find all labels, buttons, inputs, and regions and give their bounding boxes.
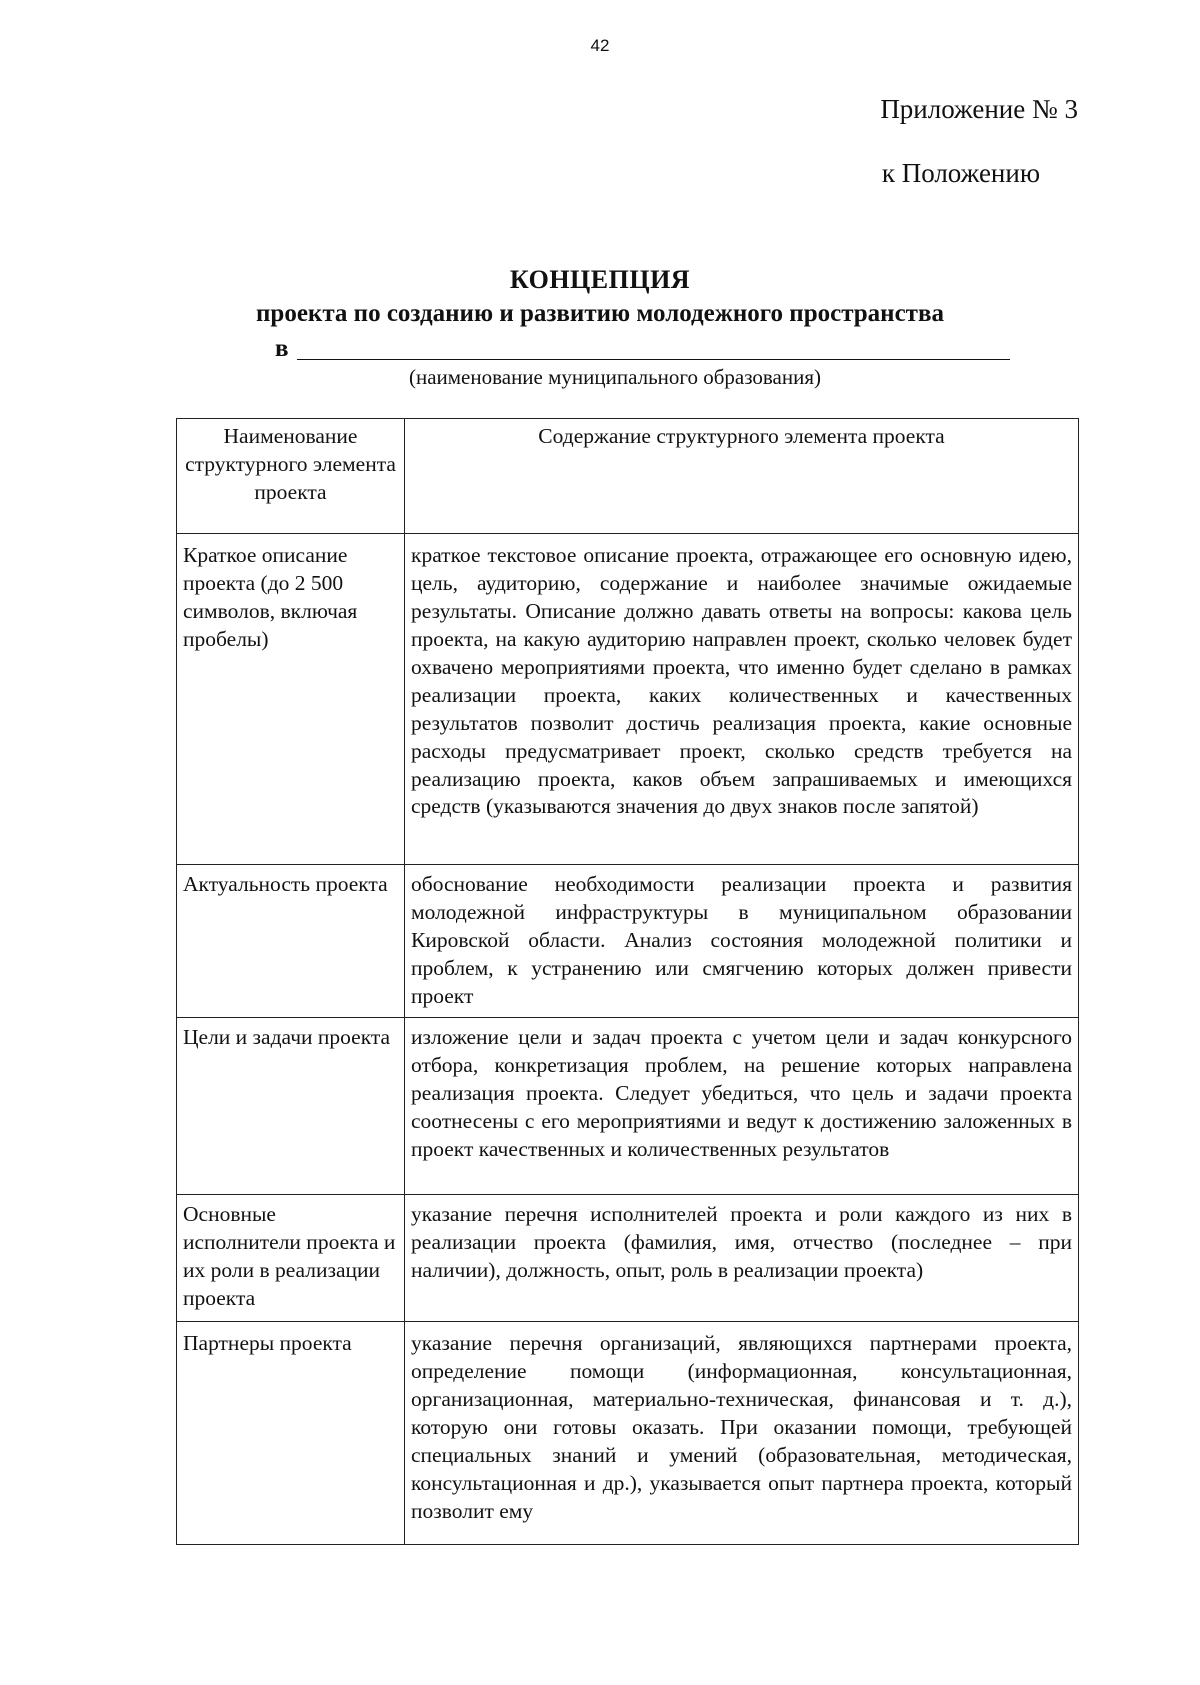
row-label: Партнеры проекта bbox=[177, 1322, 405, 1545]
municipality-prefix: в bbox=[275, 335, 289, 362]
table-row bbox=[177, 1018, 1079, 1195]
table-header-row bbox=[177, 419, 1079, 534]
row-content: обоснование необходимости реализации проекта и развития молодежной инфраструктуры в муниципальном образовании Кировской области. Анализ состояния молодежной политики и проблем, к устранению или смягчению которых должен привести проект bbox=[405, 865, 1079, 1018]
row-content: краткое текстовое описание проекта, отражающее его основную идею, цель, аудиторию, содержание и наиболее значимые ожидаемые результаты. Описание должно давать ответы на вопросы: какова цель проекта, на какую аудиторию направлен проект, сколько человек будет охвачено мероприятиями проекта, что именно будет сделано в рамках реализации проекта, каких количественных и качественных результатов позволит достичь реализация проекта, какие основные расходы предусматривает проект, сколько средств требуется на реализацию проекта, каков объем запрашиваемых и имеющихся средств (указываются значения до двух знаков после запятой) bbox=[405, 534, 1079, 865]
municipality-field-note: (наименование муниципального образования) bbox=[408, 365, 822, 389]
row-content: изложение цели и задач проекта с учетом цели и задач конкурсного отбора, конкретизация проблем, на решение которых направлена реализация проекта. Следует убедиться, что цель и задачи проекта соотнесены с его мероприятиями и ведут к достижению заложенных в проект качественных и количественных результатов bbox=[405, 1018, 1079, 1195]
column-header-element-content: Содержание структурного элемента проекта bbox=[405, 419, 1079, 534]
table-row bbox=[177, 1195, 1079, 1322]
document-title: КОНЦЕПЦИЯ bbox=[509, 265, 691, 294]
document-subtitle: проекта по созданию и развитию молодежного пространства bbox=[256, 300, 944, 327]
row-label: Актуальность проекта bbox=[177, 865, 405, 1018]
row-content: указание перечня организаций, являющихся партнерами проекта, определение помощи (информационная, консультационная, организационная, материально-техническая, финансовая и т. д.), которую они готовы оказать. При оказании помощи, требующей специальных знаний и умений (образовательная, методическая, консультационная и др.), указывается опыт партнера проекта, который позволит ему bbox=[405, 1322, 1079, 1545]
row-content: указание перечня исполнителей проекта и роли каждого из них в реализации проекта (фамилия, имя, отчество (последнее – при наличии), должность, опыт, роль в реализации проекта) bbox=[405, 1195, 1079, 1322]
row-label: Основные исполнители проекта и их роли в реализации проекта bbox=[177, 1195, 405, 1322]
page-number: 42 bbox=[590, 36, 610, 55]
concept-table bbox=[176, 418, 1079, 1545]
row-label: Цели и задачи проекта bbox=[177, 1018, 405, 1195]
column-header-element-name: Наименование структурного элемента проекта bbox=[177, 419, 405, 534]
table-row bbox=[177, 534, 1079, 865]
municipality-fill-line bbox=[275, 333, 1010, 363]
table-row bbox=[177, 1322, 1079, 1545]
appendix-label: Приложение № 3 bbox=[880, 94, 1078, 124]
table-row bbox=[177, 865, 1079, 1018]
row-label: Краткое описание проекта (до 2 500 символов, включая пробелы) bbox=[177, 534, 405, 865]
blank-underline bbox=[297, 359, 1010, 360]
regulation-reference: к Положению bbox=[881, 158, 1040, 188]
